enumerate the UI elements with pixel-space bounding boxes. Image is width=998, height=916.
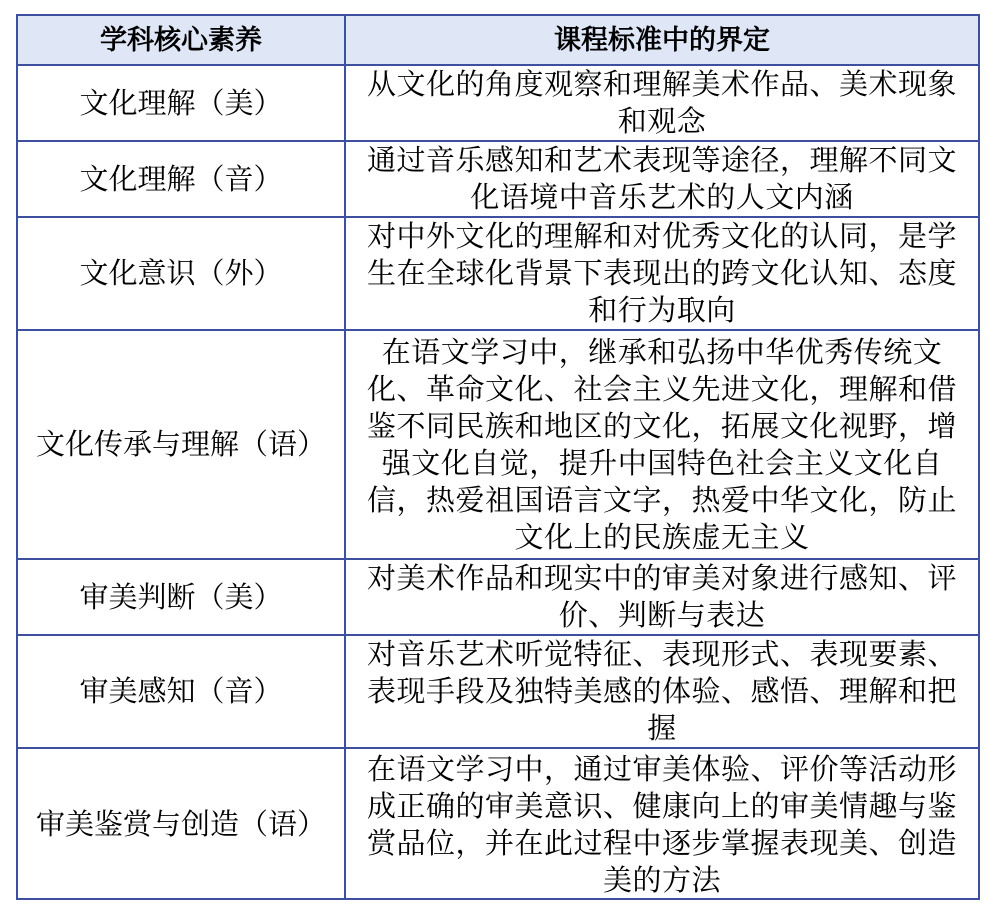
row-definition: 在语文学习中，通过审美体验、评价等活动形成正确的审美意识、健康向上的审美情趣与鉴赏品位，并在此过程中逐步掌握表现美、创造美的方法	[366, 751, 957, 897]
row-literacy: 审美判断（美）	[18, 560, 346, 636]
row-literacy: 文化意识（外）	[18, 218, 346, 331]
row-literacy: 审美鉴赏与创造（语）	[18, 749, 346, 900]
row-definition: 通过音乐感知和艺术表现等途径，理解不同文化语境中音乐艺术的人文内涵	[346, 142, 978, 218]
header-definition: 课程标准中的界定	[346, 16, 978, 66]
header-literacy: 学科核心素养	[18, 16, 346, 66]
row-literacy: 文化理解（音）	[18, 142, 346, 218]
row-literacy: 审美感知（音）	[18, 636, 346, 749]
row-definition: 对美术作品和现实中的审美对象进行感知、评价、判断与表达	[346, 560, 978, 636]
row-definition: 对中外文化的理解和对优秀文化的认同，是学生在全球化背景下表现出的跨文化认知、态度和行为取向	[346, 218, 978, 331]
row-definition: 对音乐艺术听觉特征、表现形式、表现要素、表现手段及独特美感的体验、感悟、理解和把握	[346, 636, 978, 749]
literacy-definition-table	[16, 14, 980, 900]
row-literacy: 文化理解（美）	[18, 66, 346, 142]
row-definition: 从文化的角度观察和理解美术作品、美术现象和观念	[346, 66, 978, 142]
row-literacy: 文化传承与理解（语）	[18, 331, 346, 560]
row-definition: 在语文学习中，继承和弘扬中华优秀传统文化、革命文化、社会主义先进文化，理解和借鉴不同民族和地区的文化，拓展文化视野，增强文化自觉，提升中国特色社会主义文化自信，热爱祖国语言文字，热爱中华文化，防止文化上的民族虚无主义	[346, 331, 978, 560]
